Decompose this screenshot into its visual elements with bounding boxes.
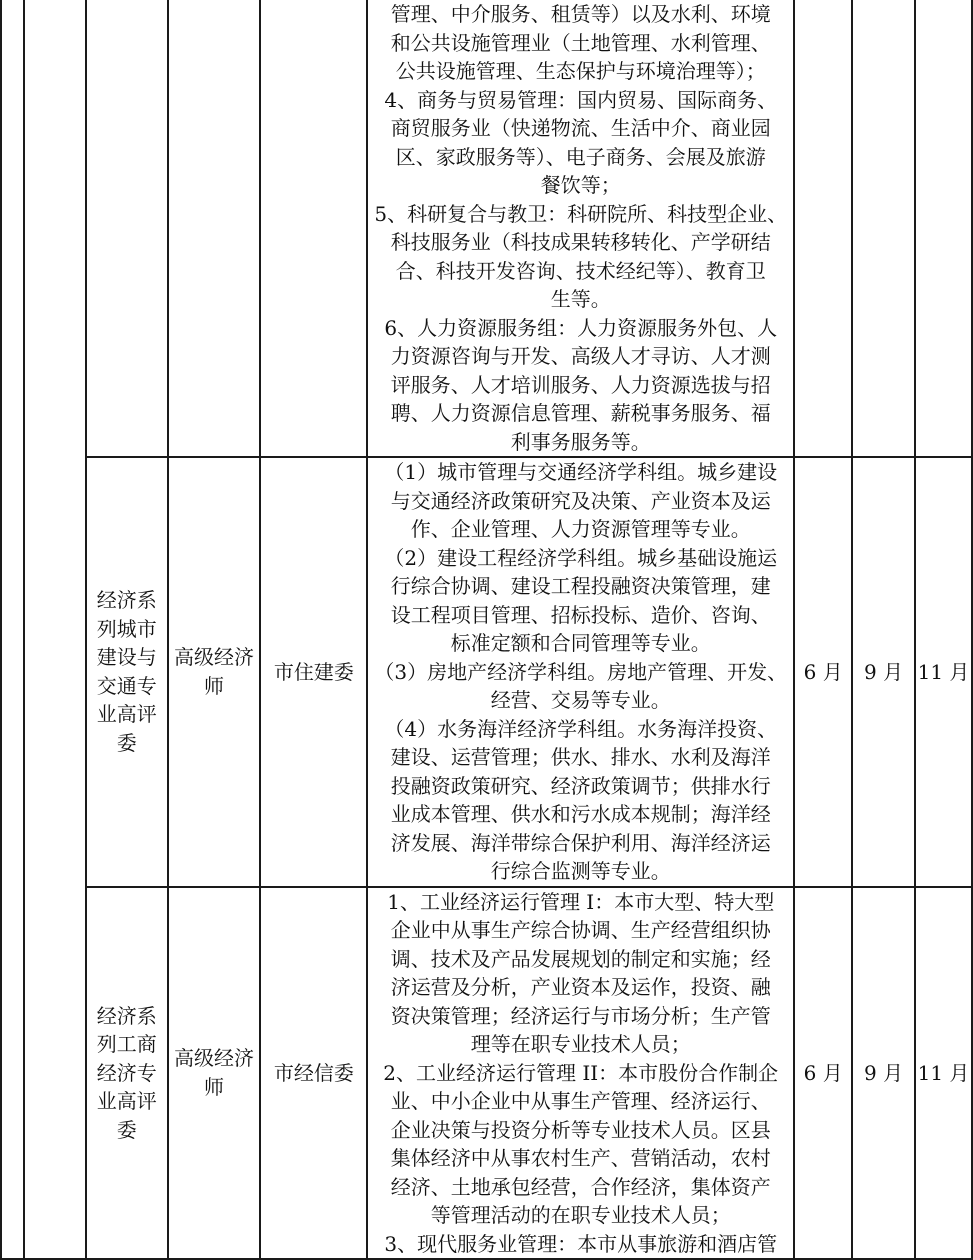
description-line: 济运营及分析，产业资本及运作，投资、融 [390,975,771,999]
committee-line: 业高评 [96,702,157,727]
title-cell [168,887,261,1260]
description-line: 行综合监测等专业。 [490,859,671,883]
description-line: 商贸服务业（快递物流、生活中介、商业园 [390,116,771,140]
description-line: 聘、人力资源信息管理、薪税事务服务、福 [390,401,771,425]
month-cell-1 [794,0,852,457]
committee-line: 业高评 [96,1089,157,1113]
description-line: 和公共设施管理业（土地管理、水利管理、 [390,30,771,55]
description-line: 与交通经济政策研究及决策、产业资本及运 [390,488,771,513]
table-row [1,457,972,887]
description-line: 企业决策与投资分析等专业技术人员。区县 [390,1117,771,1142]
month-cell-2: 9 月 [852,457,915,887]
table-row [1,887,972,1260]
description-cell [367,457,794,887]
table-row [1,0,972,457]
title-line: 高级经济 [174,645,255,670]
committee-line: 经济专 [96,1060,157,1085]
index-column-cell [1,0,24,1259]
department-cell: 市住建委 [260,457,367,887]
month-cell-3: 11 月 [915,457,972,887]
committee-line: 列城市 [96,616,157,641]
committee-cell [86,0,168,457]
committee-line: 委 [116,1117,137,1142]
month-cell-1: 6 月 [794,887,852,1260]
department-cell [260,0,367,457]
description-line: 管理、中介服务、租赁等）以及水利、环境 [390,2,771,26]
title-cell [168,0,261,457]
description-line: 生等。 [550,287,611,311]
description-line: （2）建设工程经济学科组。城乡基础设施运 [384,545,778,570]
category-column-cell [24,0,86,1259]
description-line: 业成本管理、供水和污水成本规制；海洋经 [390,802,771,826]
description-line: 科技服务业（科技成果转移转化、产学研结 [390,230,771,254]
month-cell-2: 9 月 [852,887,915,1260]
committee-line: 交通专 [96,673,157,698]
description-line: 3、现代服务业管理：本市从事旅游和酒店管 [384,1231,778,1256]
committee-line: 建设与 [96,645,157,670]
description-line: 经济、土地承包经营，合作经济，集体资产 [390,1174,771,1199]
description-line: 资决策管理；经济运行与市场分析；生产管 [390,1003,771,1028]
committee-line: 经济系 [96,1003,157,1028]
description-line: （4）水务海洋经济学科组。水务海洋投资、 [384,716,778,741]
description-line: 4、商务与贸易管理：国内贸易、国际商务、 [384,87,778,112]
month-cell-3 [915,0,972,457]
description-line: 利事务服务等。 [510,429,651,454]
description-line: 标准定额和合同管理等专业。 [450,631,711,655]
description-line: 2、工业经济运行管理 II：本市股份合作制企 [383,1060,779,1085]
description-cell [367,0,794,457]
month-cell-1: 6 月 [794,457,852,887]
description-line: 评服务、人才培训服务、人力资源选拔与招 [390,372,771,397]
committee-line: 经济系 [96,588,157,613]
title-line: 师 [204,673,225,698]
description-line: 集体经济中从事农村生产、营销活动，农村 [390,1146,771,1170]
month-cell-2 [852,0,915,457]
title-cell [168,457,261,887]
description-line: 作、企业管理、人力资源管理等专业。 [410,517,751,541]
committee-line: 列工商 [96,1032,157,1056]
description-line: 等管理活动的在职专业技术人员； [430,1203,731,1227]
description-line: 调、技术及产品发展规划的制定和实施；经 [390,946,771,971]
description-line: 业、中小企业中从事生产管理、经济运行、 [390,1089,771,1113]
description-line: （3）房地产经济学科组。房地产管理、开发、 [374,659,788,684]
title-line: 高级经济 [174,1046,255,1071]
committee-line: 委 [116,730,137,755]
description-line: 企业中从事生产综合协调、生产经营组织协 [390,918,771,942]
description-line: 理等在职专业技术人员； [470,1032,691,1056]
description-line: 行综合协调、建设工程投融资决策管理，建 [390,574,771,598]
title-line: 师 [204,1074,225,1099]
description-line: 济发展、海洋带综合保护利用、海洋经济运 [390,830,771,855]
committee-cell [86,457,168,887]
description-cell [367,887,794,1260]
description-line: 力资源咨询与开发、高级人才寻访、人才测 [390,344,771,368]
description-line: 合、科技开发咨询、技术经纪等）、教育卫 [395,258,766,283]
description-line: （1）城市管理与交通经济学科组。城乡建设 [384,460,778,484]
description-line: 公共设施管理、生态保护与环境治理等）； [395,59,766,83]
description-line: 1、工业经济运行管理 I：本市大型、特大型 [387,889,775,914]
month-cell-3: 11 月 [915,887,972,1260]
description-line: 区、家政服务等）、电子商务、会展及旅游 [395,144,766,169]
description-line: 建设、运营管理；供水、排水、水利及海洋 [390,745,771,769]
description-line: 经营、交易等专业。 [490,688,671,712]
description-line: 设工程项目管理、招标投标、造价、咨询、 [390,602,771,627]
description-line: 餐饮等； [540,173,621,197]
committee-cell [86,887,168,1260]
description-line: 5、科研复合与教卫：科研院所、科技型企业、 [374,201,788,226]
department-cell: 市经信委 [260,887,367,1260]
description-line: 6、人力资源服务组：人力资源服务外包、人 [384,315,778,340]
description-line: 投融资政策研究、经济政策调节；供排水行 [390,773,771,798]
